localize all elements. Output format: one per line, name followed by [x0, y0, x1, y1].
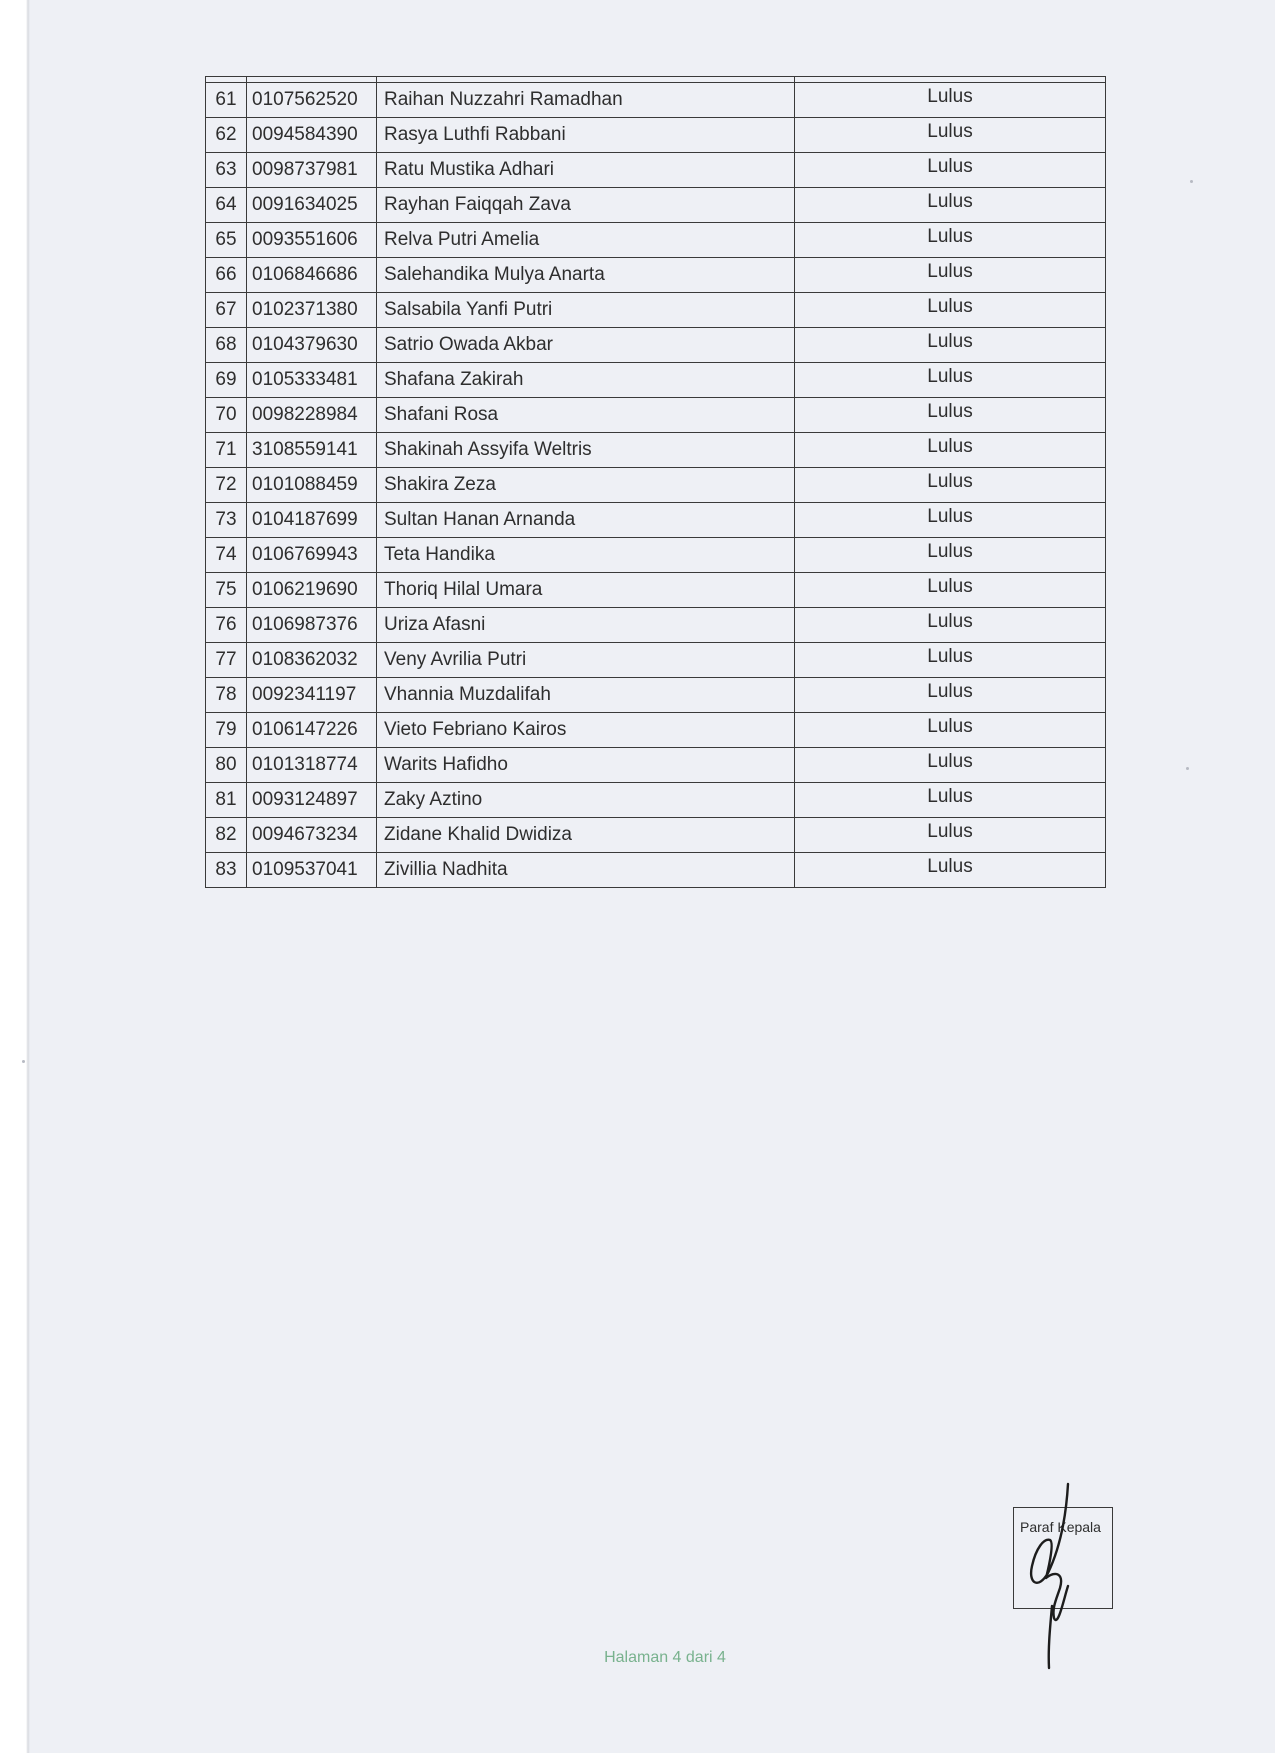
table-row — [206, 713, 1106, 748]
scan-speck — [1186, 767, 1189, 770]
scan-edge — [0, 0, 30, 1753]
scan-speck — [1190, 180, 1193, 183]
table-row — [206, 783, 1106, 818]
row-nisn: 0104187699 — [247, 503, 377, 538]
table-row — [206, 363, 1106, 398]
table-row — [206, 328, 1106, 363]
row-number: 61 — [206, 83, 247, 118]
table-row — [206, 118, 1106, 153]
row-student-name: Shafana Zakirah — [377, 363, 795, 398]
table-row — [206, 398, 1106, 433]
row-student-name: Warits Hafidho — [377, 748, 795, 783]
row-status: Lulus — [795, 783, 1106, 818]
row-status: Lulus — [795, 713, 1106, 748]
row-status: Lulus — [795, 538, 1106, 573]
row-number: 81 — [206, 783, 247, 818]
results-table — [205, 76, 1106, 888]
row-nisn: 0106846686 — [247, 258, 377, 293]
row-nisn: 0094584390 — [247, 118, 377, 153]
row-student-name: Shakinah Assyifa Weltris — [377, 433, 795, 468]
row-number: 70 — [206, 398, 247, 433]
row-nisn: 0102371380 — [247, 293, 377, 328]
row-student-name: Rasya Luthfi Rabbani — [377, 118, 795, 153]
row-status: Lulus — [795, 188, 1106, 223]
table-row — [206, 538, 1106, 573]
row-student-name: Relva Putri Amelia — [377, 223, 795, 258]
row-student-name: Vhannia Muzdalifah — [377, 678, 795, 713]
row-status: Lulus — [795, 503, 1106, 538]
row-number: 79 — [206, 713, 247, 748]
row-nisn: 0093124897 — [247, 783, 377, 818]
row-number: 78 — [206, 678, 247, 713]
row-status: Lulus — [795, 573, 1106, 608]
row-number: 77 — [206, 643, 247, 678]
row-number: 82 — [206, 818, 247, 853]
row-nisn: 3108559141 — [247, 433, 377, 468]
table-row — [206, 608, 1106, 643]
paraf-label: Paraf Kepala — [1020, 1519, 1101, 1535]
table-row — [206, 258, 1106, 293]
row-student-name: Zivillia Nadhita — [377, 853, 795, 888]
row-student-name: Salehandika Mulya Anarta — [377, 258, 795, 293]
row-nisn: 0101088459 — [247, 468, 377, 503]
row-status: Lulus — [795, 398, 1106, 433]
row-status: Lulus — [795, 433, 1106, 468]
row-status: Lulus — [795, 678, 1106, 713]
row-number: 72 — [206, 468, 247, 503]
table-row — [206, 83, 1106, 118]
table-row — [206, 573, 1106, 608]
table-row — [206, 293, 1106, 328]
row-status: Lulus — [795, 258, 1106, 293]
row-number: 73 — [206, 503, 247, 538]
row-status: Lulus — [795, 118, 1106, 153]
row-status: Lulus — [795, 83, 1106, 118]
table-row — [206, 433, 1106, 468]
row-status: Lulus — [795, 468, 1106, 503]
row-student-name: Veny Avrilia Putri — [377, 643, 795, 678]
row-status: Lulus — [795, 328, 1106, 363]
row-nisn: 0106147226 — [247, 713, 377, 748]
row-student-name: Zidane Khalid Dwidiza — [377, 818, 795, 853]
table-row — [206, 188, 1106, 223]
table-row — [206, 853, 1106, 888]
row-student-name: Salsabila Yanfi Putri — [377, 293, 795, 328]
row-nisn: 0094673234 — [247, 818, 377, 853]
row-nisn: 0092341197 — [247, 678, 377, 713]
table-row — [206, 223, 1106, 258]
row-status: Lulus — [795, 223, 1106, 258]
table-row — [206, 503, 1106, 538]
row-status: Lulus — [795, 748, 1106, 783]
row-nisn: 0106219690 — [247, 573, 377, 608]
row-student-name: Sultan Hanan Arnanda — [377, 503, 795, 538]
table-body — [206, 83, 1106, 888]
row-nisn: 0109537041 — [247, 853, 377, 888]
table-row — [206, 748, 1106, 783]
row-nisn: 0098228984 — [247, 398, 377, 433]
row-number: 63 — [206, 153, 247, 188]
table-row — [206, 643, 1106, 678]
table-row — [206, 153, 1106, 188]
row-student-name: Shafani Rosa — [377, 398, 795, 433]
row-nisn: 0106769943 — [247, 538, 377, 573]
row-student-name: Uriza Afasni — [377, 608, 795, 643]
row-student-name: Teta Handika — [377, 538, 795, 573]
row-student-name: Shakira Zeza — [377, 468, 795, 503]
row-number: 74 — [206, 538, 247, 573]
row-student-name: Ratu Mustika Adhari — [377, 153, 795, 188]
row-number: 75 — [206, 573, 247, 608]
row-number: 80 — [206, 748, 247, 783]
row-nisn: 0107562520 — [247, 83, 377, 118]
row-number: 69 — [206, 363, 247, 398]
row-number: 68 — [206, 328, 247, 363]
row-nisn: 0098737981 — [247, 153, 377, 188]
row-status: Lulus — [795, 153, 1106, 188]
row-status: Lulus — [795, 363, 1106, 398]
row-status: Lulus — [795, 293, 1106, 328]
row-student-name: Raihan Nuzzahri Ramadhan — [377, 83, 795, 118]
signature-mark — [1008, 1478, 1103, 1670]
row-student-name: Satrio Owada Akbar — [377, 328, 795, 363]
row-number: 76 — [206, 608, 247, 643]
row-nisn: 0093551606 — [247, 223, 377, 258]
row-number: 83 — [206, 853, 247, 888]
scan-speck — [22, 1060, 25, 1063]
row-nisn: 0091634025 — [247, 188, 377, 223]
row-status: Lulus — [795, 853, 1106, 888]
row-student-name: Thoriq Hilal Umara — [377, 573, 795, 608]
row-student-name: Zaky Aztino — [377, 783, 795, 818]
row-number: 65 — [206, 223, 247, 258]
table-row — [206, 818, 1106, 853]
row-status: Lulus — [795, 608, 1106, 643]
row-nisn: 0104379630 — [247, 328, 377, 363]
row-student-name: Rayhan Faiqqah Zava — [377, 188, 795, 223]
row-number: 62 — [206, 118, 247, 153]
row-nisn: 0108362032 — [247, 643, 377, 678]
row-number: 71 — [206, 433, 247, 468]
row-student-name: Vieto Febriano Kairos — [377, 713, 795, 748]
row-nisn: 0106987376 — [247, 608, 377, 643]
table-row — [206, 678, 1106, 713]
row-number: 64 — [206, 188, 247, 223]
row-nisn: 0105333481 — [247, 363, 377, 398]
row-nisn: 0101318774 — [247, 748, 377, 783]
table-row — [206, 468, 1106, 503]
row-status: Lulus — [795, 818, 1106, 853]
page-footer: Halaman 4 dari 4 — [604, 1649, 726, 1666]
row-number: 66 — [206, 258, 247, 293]
row-number: 67 — [206, 293, 247, 328]
row-status: Lulus — [795, 643, 1106, 678]
